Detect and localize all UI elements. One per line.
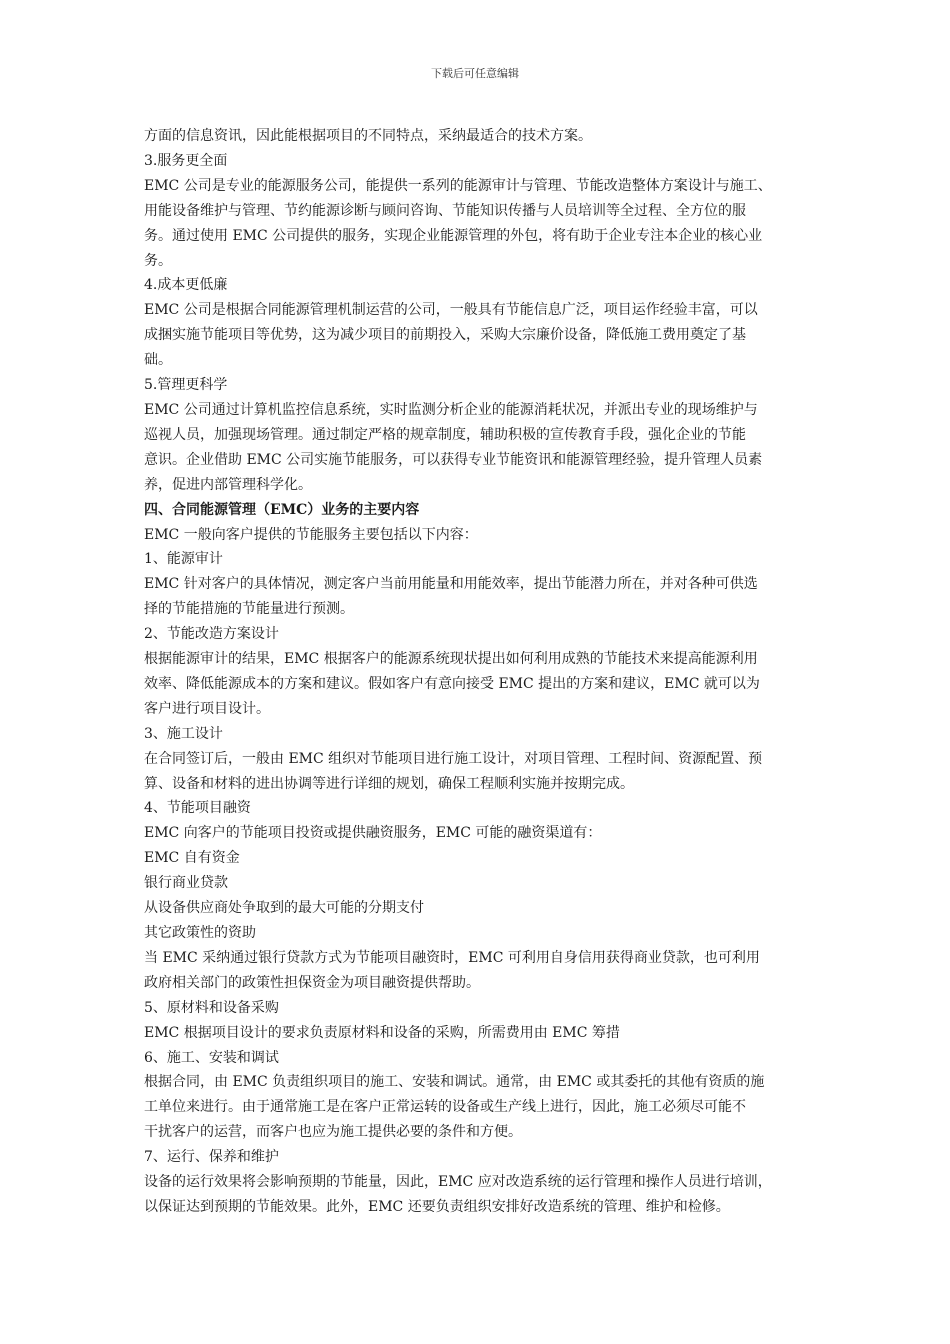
text-line: 意识。企业借助 EMC 公司实施节能服务，可以获得专业节能资讯和能源管理经验，提升管理人员素 [144, 451, 763, 468]
text-line: EMC 针对客户的具体情况，测定客户当前用能量和用能效率，提出节能潜力所在，并对各种可供选 [144, 576, 758, 593]
page-header: 下载后可任意编辑 [431, 67, 519, 80]
text-line: 7、运行、保养和维护 [144, 1149, 279, 1166]
text-line: 巡视人员，加强现场管理。通过制定严格的规章制度，辅助积极的宣传教育手段，强化企业的节能 [144, 426, 746, 443]
document-body [144, 124, 812, 1220]
text-line: 在合同签订后，一般由 EMC 组织对节能项目进行施工设计，对项目管理、工程时间、资源配置、预 [144, 750, 763, 767]
text-line: EMC 公司通过计算机监控信息系统，实时监测分析企业的能源消耗状况，并派出专业的现场维护与 [144, 401, 758, 418]
text-line: 以保证达到预期的节能效果。此外，EMC 还要负责组织安排好改造系统的管理、维护和检修。 [144, 1198, 730, 1215]
text-line: 6、施工、安装和调试 [144, 1049, 279, 1066]
text-line: 客户进行项目设计。 [144, 700, 270, 717]
text-line: 工单位来进行。由于通常施工是在客户正常运转的设备或生产线上进行，因此，施工必须尽可能不 [144, 1099, 746, 1116]
text-line: EMC 公司是专业的能源服务公司，能提供一系列的能源审计与管理、节能改造整体方案设计与施工、 [144, 177, 772, 194]
text-line: EMC 自有资金 [144, 850, 240, 867]
text-line: 用能设备维护与管理、节约能源诊断与顾问咨询、节能知识传播与人员培训等全过程、全方位的服 [144, 202, 746, 219]
text-line: 效率、降低能源成本的方案和建议。假如客户有意向接受 EMC 提出的方案和建议，EMC 就可以为 [144, 675, 760, 692]
text-line: 养，促进内部管理科学化。 [144, 476, 312, 493]
text-line: 根据合同，由 EMC 负责组织项目的施工、安装和调试。通常，由 EMC 或其委托的其他有资质的施 [144, 1074, 765, 1091]
text-line: EMC 根据项目设计的要求负责原材料和设备的采购，所需费用由 EMC 筹措 [144, 1024, 620, 1041]
text-line: 从设备供应商处争取到的最大可能的分期支付 [144, 900, 424, 917]
text-line: 银行商业贷款 [144, 875, 228, 892]
text-line: 4.成本更低廉 [144, 277, 228, 294]
text-line: 当 EMC 采纳通过银行贷款方式为节能项目融资时，EMC 可利用自身信用获得商业贷款，也可利用 [144, 949, 760, 966]
text-line: EMC 向客户的节能项目投资或提供融资服务，EMC 可能的融资渠道有： [144, 825, 602, 842]
text-line: 5、原材料和设备采购 [144, 999, 279, 1016]
text-line: 务。 [144, 252, 172, 269]
section-heading: 四、合同能源管理（EMC）业务的主要内容 [144, 501, 420, 518]
text-line: 3.服务更全面 [144, 152, 228, 169]
text-line: 2、节能改造方案设计 [144, 626, 279, 643]
text-line: 3、施工设计 [144, 725, 223, 742]
text-line: 1、能源审计 [144, 551, 223, 568]
text-line: EMC 公司是根据合同能源管理机制运营的公司，一般具有节能信息广泛，项目运作经验丰富，可以 [144, 302, 758, 319]
text-line: 务。通过使用 EMC 公司提供的服务，实现企业能源管理的外包，将有助于企业专注本企业的核心业 [144, 227, 763, 244]
text-line: 础。 [144, 352, 172, 369]
text-line: 方面的信息资讯，因此能根据项目的不同特点，采纳最适合的技术方案。 [144, 128, 592, 144]
text-line: 择的节能措施的节能量进行预测。 [144, 601, 354, 618]
text-line: 成捆实施节能项目等优势，这为减少项目的前期投入，采购大宗廉价设备，降低施工费用奠定了基 [144, 327, 746, 344]
text-line: 5.管理更科学 [144, 377, 228, 394]
text-line: 4、节能项目融资 [144, 800, 251, 817]
text-line: 设备的运行效果将会影响预期的节能量，因此，EMC 应对改造系统的运行管理和操作人员进行培训， [144, 1174, 772, 1191]
text-line: 其它政策性的资助 [144, 925, 256, 941]
text-line: EMC 一般向客户提供的节能服务主要包括以下内容： [144, 526, 478, 543]
text-line: 干扰客户的运营，而客户也应为施工提供必要的条件和方便。 [144, 1124, 522, 1141]
text-line: 算、设备和材料的进出协调等进行详细的规划，确保工程顺利实施并按期完成。 [144, 775, 634, 792]
text-line: 根据能源审计的结果，EMC 根据客户的能源系统现状提出如何利用成熟的节能技术来提高能源利用 [144, 651, 758, 668]
text-line: 政府相关部门的政策性担保资金为项目融资提供帮助。 [144, 974, 480, 991]
